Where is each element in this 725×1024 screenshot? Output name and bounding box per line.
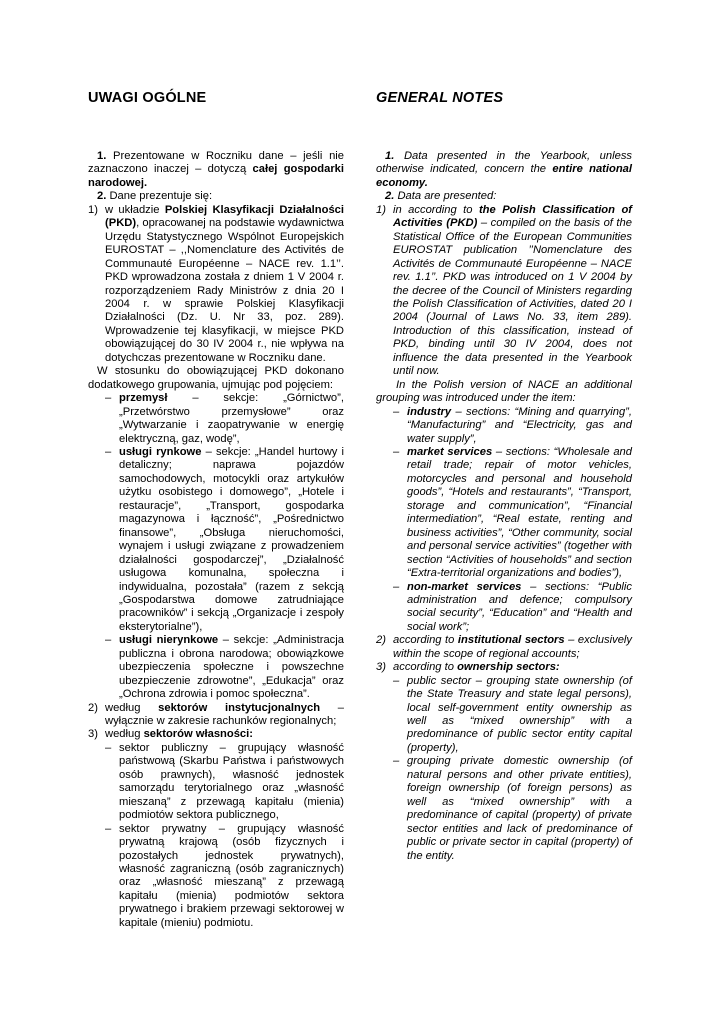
heading-polish: UWAGI OGÓLNE bbox=[88, 90, 207, 106]
list-item-2: 2) according to institutional sectors – exclusively within the scope of regional accounts; bbox=[376, 634, 632, 660]
dash-item-public-sector: – public sector – grouping state ownership (of the State Treasury and state legal persons), local self-government entity ownership as well as “mixed ownership” with a predominance of public sector entity capital (property), bbox=[393, 674, 632, 754]
list-item-1-subtext: W stosunku do obowiązującej PKD dokonano dodatkowego grupowania, ujmując pod pojęciem: bbox=[88, 365, 344, 391]
heading-english: GENERAL NOTES bbox=[376, 90, 504, 106]
paragraph-1: 1. Prezentowane w Roczniku dane – jeśli nie zaznaczono inaczej – dotyczą całej gospodarki narodowej. bbox=[88, 150, 345, 189]
dash-item-market-services: – usługi rynkowe – sekcje: „Handel hurtowy i detaliczny; naprawa pojazdów samochodowych, motocykli oraz artykułów użytku osobistego i domowego”, „Hotele i restauracje”, „Transport, gospodarka magazynowa i łączność”, „Pośrednictwo finansowe”, „Obsługa nieruchomości, wynajem i usługi związane z prowadzeniem działalności gospodarczej”, „Działalność usługowa komunalna, społeczna i indywidualna, pozostała” (razem z sekcją „Gospodarstwa domowe zatrudniające pracowników” i sekcją „Organizacje i zespoły eksterytorialne”), bbox=[105, 445, 345, 633]
column-polish bbox=[88, 150, 344, 930]
dash-item-private-sector: – sektor prywatny – grupujący własność prywatną krajową (osób fizycznych i pozostałych jednostek prywatnych), własność zagraniczną (osób zagranicznych) oraz „własność mieszaną” z przewagą kapitału (mienia) podmiotów sektora prywatnego i brakiem przewagi sektorowej w kapitale (mieniu) podmiotu. bbox=[105, 822, 344, 929]
dash-item-market-services: – market services – sections: “Wholesale and retail trade; repair of motor vehicles, motorcycles and personal and household goods”, “Hotels and restaurants”, “Transport, storage and communication”, “Financial intermediation”, “Real estate, renting and business activities”, “Other community, social and personal service activities” (together with section “Activities of households” and section “Extra-territorial organizations and bodies”), bbox=[393, 445, 632, 580]
dash-item-industry: – industry – sections: “Mining and quarrying”, “Manufacturing” and “Electricity, gas and water supply”, bbox=[393, 405, 632, 445]
paragraph-2: 2. Data are presented: bbox=[385, 190, 497, 203]
dash-item-private-sector: – grouping private domestic ownership (of natural persons and other private entities), foreign ownership (of foreign persons) as well as “mixed ownership” with a predominance of capital (property) of private sector entities and lack of predominance of public or private sector in capital (property) of the entity. bbox=[393, 755, 632, 862]
list-item-3: 3) according to ownership sectors: bbox=[376, 661, 560, 674]
dash-item-non-market-services: – non-market services – sections: “Public administration and defence; compulsory social security”, “Education” and “Health and social work”; bbox=[393, 580, 632, 633]
list-item-1-subtext: In the Polish version of NACE an additional grouping was introduced under the item: bbox=[376, 378, 632, 405]
list-item-2: 2) według sektorów instytucjonalnych – wyłącznie w zakresie rachunków regionalnych; bbox=[88, 701, 344, 728]
dash-item-non-market-services: – usługi nierynkowe – sekcje: „Administracja publiczna i obrona narodowa; obowiązkowe ubezpieczenia społeczne i powszechne ubezpieczenie zdrowotne”, „Edukacja” oraz „Ochrona zdrowia i pomoc społeczna”. bbox=[105, 634, 344, 701]
list-item-1: 1) in according to the Polish Classification of Activities (PKD) – compiled on the basis of the Statistical Office of the European Communities EUROSTAT publication ’’Nomenclature des Activités de Communauté Européenne – NACE rev. 1.1’’. PKD was introduced on 1 V 2004 by the decree of the Council of Ministers regarding the Polish Classification of Activities, dated 20 I 2004 (Journal of Laws No. 33, item 289). Introduction of this classification, instead of PKD, binding until 30 IV 2004, does not influence the data presented in the Yearbook until now. bbox=[376, 203, 632, 378]
paragraph-1: 1. Data presented in the Yearbook, unless otherwise indicated, concern the entire national economy. bbox=[376, 150, 633, 189]
column-english bbox=[376, 150, 632, 863]
dash-item-industry: – przemysł – sekcje: „Górnictwo”, „Przetwórstwo przemysłowe” oraz „Wytwarzanie i zaopatrywanie w energię elektryczną, gaz, wodę”, bbox=[105, 392, 344, 445]
paragraph-2: 2. Dane prezentuje się: bbox=[97, 190, 213, 203]
list-item-1: 1) w układzie Polskiej Klasyfikacji Działalności (PKD), opracowanej na podstawie wydawnictwa Urzędu Statystycznego Wspólnot Europejskich EUROSTAT – ,,Nomenclature des Activités de Communauté Européenne – NACE rev. 1.1’’. PKD wprowadzona została z dniem 1 V 2004 r. rozporządzeniem Rady Ministrów z dnia 20 I 2004 r. w sprawie Polskiej Klasyfikacji Działalności (Dz. U. Nr 33, poz. 289). Wprowadzenie tej klasyfikacji, w miejsce PKD obowiązującej do 30 IV 2004 r., nie wpływa na dotychczas prezentowane w Roczniku dane. bbox=[88, 203, 345, 364]
dash-item-public-sector: – sektor publiczny – grupujący własność państwową (Skarbu Państwa i państwowych osób prawnych), własność jednostek samorządu terytorialnego oraz „własność mieszaną” z przewagą kapitału (mienia) podmiotów sektora publicznego, bbox=[105, 741, 344, 822]
list-item-3: 3) według sektorów własności: bbox=[88, 728, 253, 741]
